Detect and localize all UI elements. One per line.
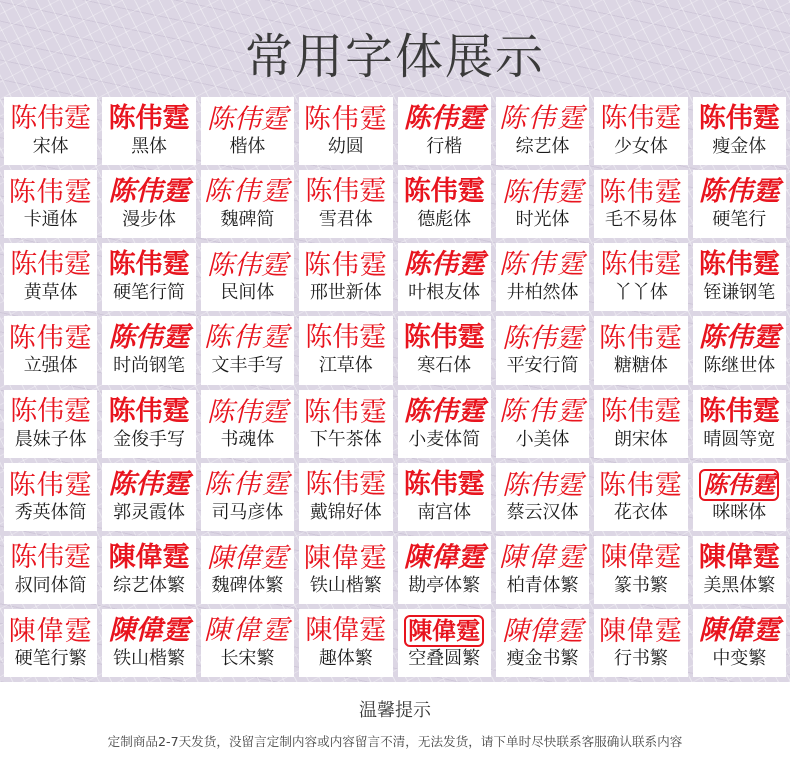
font-name-label: 小麦体简 xyxy=(408,428,481,450)
font-sample-cell xyxy=(299,97,392,165)
font-sample-text: 陈伟霆 xyxy=(600,249,682,281)
font-sample-text: 陈伟霆 xyxy=(203,322,291,354)
font-sample-cell xyxy=(4,97,97,165)
font-sample-cell xyxy=(594,609,687,677)
font-name-label: 魏碑体繁 xyxy=(211,574,284,596)
font-sample-text: 陳偉霆 xyxy=(203,614,291,646)
font-sample-cell xyxy=(102,390,195,458)
font-name-label: 朗宋体 xyxy=(613,428,668,450)
font-sample-text: 陈伟霆 xyxy=(10,395,92,427)
font-sample-text: 陈伟霆 xyxy=(108,103,190,135)
font-sample-cell xyxy=(102,97,195,165)
font-sample-text: 陈伟霆 xyxy=(206,250,288,281)
font-name-label: 硬笔行简 xyxy=(113,282,186,304)
font-name-label: 晴圆等宽 xyxy=(703,428,776,450)
font-sample-cell xyxy=(693,463,786,531)
font-name-label: 德彪体 xyxy=(417,209,472,231)
font-name-label: 楷体 xyxy=(229,136,266,158)
notice-text: 定制商品2-7天发货，没留言定制内容或内容留言不清，无法发货，请下单时尽快联系客服确认联系内容 xyxy=(107,734,683,749)
font-sample-cell xyxy=(398,536,491,604)
font-sample-cell xyxy=(693,536,786,604)
font-sample-text: 陈伟霆 xyxy=(403,322,485,354)
font-name-label: 平安行简 xyxy=(506,355,579,377)
font-name-label: 魏碑简 xyxy=(220,209,275,231)
font-sample-text: 陈伟霆 xyxy=(403,468,485,500)
font-name-label: 黑体 xyxy=(131,136,168,158)
font-sample-cell xyxy=(201,170,294,238)
font-sample-cell xyxy=(299,243,392,311)
notice-title: 温馨提示 xyxy=(359,700,431,721)
font-name-label: 铁山楷繁 xyxy=(309,574,382,596)
font-sample-text: 陈伟霆 xyxy=(206,104,288,135)
font-sample-text: 陈伟霆 xyxy=(10,103,92,135)
font-sample-text: 陈伟霆 xyxy=(305,176,387,208)
font-sample-cell xyxy=(496,536,589,604)
font-sample-cell xyxy=(201,536,294,604)
font-sample-cell xyxy=(398,609,491,677)
font-name-label: 井柏然体 xyxy=(506,282,579,304)
font-name-label: 小美体 xyxy=(515,428,570,450)
font-name-label: 勘亭体繁 xyxy=(408,574,481,596)
font-sample-text: 陳偉霆 xyxy=(502,615,584,646)
font-sample-text: 陳偉霆 xyxy=(8,615,93,646)
font-sample-text: 陈伟霆 xyxy=(598,469,683,500)
font-sample-cell xyxy=(4,390,97,458)
font-sample-text: 陈伟霆 xyxy=(8,469,93,500)
font-sample-cell xyxy=(594,316,687,384)
font-sample-cell xyxy=(594,536,687,604)
font-sample-text: 陳偉霆 xyxy=(108,614,190,646)
font-name-label: 瘦金体 xyxy=(712,136,767,158)
font-sample-text: 陳偉霆 xyxy=(698,541,780,573)
font-name-label: 篆书繁 xyxy=(613,574,668,596)
font-name-label: 硬笔行 xyxy=(712,209,767,231)
font-name-label: 中变繁 xyxy=(712,647,767,669)
font-sample-text: 陈伟霆 xyxy=(499,395,587,427)
font-name-label: 铁山楷繁 xyxy=(113,647,186,669)
font-sample-text: 陳偉霆 xyxy=(303,542,388,573)
font-sample-cell xyxy=(201,97,294,165)
font-name-label: 行书繁 xyxy=(613,647,668,669)
font-name-label: 邢世新体 xyxy=(309,282,382,304)
font-name-label: 幼圆 xyxy=(327,136,364,158)
font-name-label: 硬笔行繁 xyxy=(14,647,87,669)
font-sample-cell xyxy=(693,609,786,677)
font-name-label: 黄草体 xyxy=(23,282,78,304)
font-sample-text: 陈伟霆 xyxy=(8,323,93,354)
font-name-label: 南宫体 xyxy=(417,501,472,523)
font-sample-cell xyxy=(594,170,687,238)
font-name-label: 花衣体 xyxy=(613,501,668,523)
font-sample-cell xyxy=(4,316,97,384)
font-sample-text: 陈伟霆 xyxy=(303,250,388,281)
font-sample-cell xyxy=(398,390,491,458)
font-sample-cell xyxy=(398,243,491,311)
font-sample-cell xyxy=(201,390,294,458)
font-name-label: 美黑体繁 xyxy=(703,574,776,596)
font-sample-text: 陈伟霆 xyxy=(403,395,485,427)
font-sample-cell xyxy=(299,316,392,384)
font-sample-text: 陳偉霆 xyxy=(598,615,683,646)
font-sample-cell xyxy=(299,170,392,238)
font-sample-cell xyxy=(4,536,97,604)
font-sample-cell xyxy=(4,170,97,238)
font-sample-cell xyxy=(398,316,491,384)
font-name-label: 综艺体 xyxy=(515,136,570,158)
font-sample-text: 陈伟霆 xyxy=(303,396,388,427)
font-sample-cell xyxy=(299,463,392,531)
font-sample-text: 陈伟霆 xyxy=(108,395,190,427)
font-sample-text: 陈伟霆 xyxy=(598,323,683,354)
font-name-label: 秀英体简 xyxy=(14,501,87,523)
font-sample-text: 陈伟霆 xyxy=(698,322,780,354)
font-name-label: 郭灵霞体 xyxy=(113,501,186,523)
font-sample-cell xyxy=(496,609,589,677)
font-sample-text: 陈伟霆 xyxy=(598,177,683,208)
font-sample-cell xyxy=(102,316,195,384)
font-name-label: 戴锦好体 xyxy=(309,501,382,523)
font-sample-cell xyxy=(102,609,195,677)
font-sample-text: 陈伟霆 xyxy=(403,176,485,208)
font-sample-cell xyxy=(102,463,195,531)
font-sample-cell xyxy=(299,609,392,677)
font-sample-cell xyxy=(496,463,589,531)
font-sample-text: 陈伟霆 xyxy=(499,103,587,135)
font-name-label: 长宋繁 xyxy=(220,647,275,669)
font-sample-cell xyxy=(594,243,687,311)
font-name-label: 少女体 xyxy=(613,136,668,158)
font-sample-text: 陈伟霆 xyxy=(203,468,291,500)
font-sample-cell xyxy=(102,536,195,604)
font-sample-cell xyxy=(102,170,195,238)
font-sample-text: 陈伟霆 xyxy=(698,176,780,208)
font-sample-cell xyxy=(594,97,687,165)
font-sample-cell xyxy=(496,97,589,165)
font-name-label: 时尚钢笔 xyxy=(113,355,186,377)
font-name-label: 铚谦钢笔 xyxy=(703,282,776,304)
font-sample-cell xyxy=(299,390,392,458)
font-sample-text: 陳偉霆 xyxy=(600,541,682,573)
font-sample-cell xyxy=(398,170,491,238)
font-sample-text: 陈伟霆 xyxy=(108,176,190,208)
font-name-label: 寒石体 xyxy=(417,355,472,377)
font-sample-cell xyxy=(496,170,589,238)
font-sample-text: 陳偉霆 xyxy=(206,542,288,573)
font-sample-text: 陈伟霆 xyxy=(303,104,388,135)
font-sample-text: 陈伟霆 xyxy=(403,249,485,281)
font-name-label: 趣体繁 xyxy=(318,647,373,669)
font-name-label: 陈继世体 xyxy=(703,355,776,377)
font-name-label: 卡通体 xyxy=(23,209,78,231)
page-title: 常用字体展示 xyxy=(244,29,545,85)
font-sample-text: 陳偉霆 xyxy=(403,541,485,573)
font-sample-text: 陈伟霆 xyxy=(698,249,780,281)
font-sample-cell xyxy=(594,463,687,531)
font-sample-text: 陈伟霆 xyxy=(305,322,387,354)
font-sample-cell xyxy=(4,609,97,677)
font-name-label: 咪咪体 xyxy=(712,501,767,523)
font-name-label: 书魂体 xyxy=(220,428,275,450)
font-sample-grid xyxy=(4,97,786,677)
font-name-label: 毛不易体 xyxy=(604,209,677,231)
font-name-label: 叶根友体 xyxy=(408,282,481,304)
font-name-label: 行楷 xyxy=(426,136,463,158)
font-sample-cell xyxy=(201,463,294,531)
font-sample-text: 陳偉霆 xyxy=(305,614,387,646)
font-name-label: 叔同体简 xyxy=(14,574,87,596)
font-name-label: 民间体 xyxy=(220,282,275,304)
font-sample-text: 陈伟霆 xyxy=(499,249,587,281)
font-sample-text: 陈伟霆 xyxy=(108,322,190,354)
font-name-label: 糖糖体 xyxy=(613,355,668,377)
font-sample-text: 陈伟霆 xyxy=(502,177,584,208)
font-sample-text: 陈伟霆 xyxy=(8,177,93,208)
font-name-label: 司马彦体 xyxy=(211,501,284,523)
font-name-label: 下午茶体 xyxy=(309,428,382,450)
font-name-label: 柏青体繁 xyxy=(506,574,579,596)
font-sample-cell xyxy=(693,316,786,384)
font-sample-cell xyxy=(693,243,786,311)
font-sample-text: 陈伟霆 xyxy=(203,176,291,208)
font-sample-cell xyxy=(693,97,786,165)
font-sample-text: 陳偉霆 xyxy=(698,614,780,646)
font-sample-cell xyxy=(693,170,786,238)
font-sample-text: 陈伟霆 xyxy=(600,395,682,427)
font-sample-cell xyxy=(398,463,491,531)
font-sample-cell xyxy=(4,463,97,531)
font-sample-text: 陈伟霆 xyxy=(305,468,387,500)
font-name-label: 立强体 xyxy=(23,355,78,377)
font-name-label: 空叠圆繁 xyxy=(408,647,481,669)
font-sample-text: 陈伟霆 xyxy=(699,469,779,501)
font-name-label: 江草体 xyxy=(318,355,373,377)
font-name-label: 综艺体繁 xyxy=(113,574,186,596)
font-sample-text: 陳偉霆 xyxy=(404,615,484,647)
font-sample-cell xyxy=(693,390,786,458)
font-name-label: 雪君体 xyxy=(318,209,373,231)
font-sample-text: 陈伟霆 xyxy=(698,395,780,427)
font-sample-text: 陳偉霆 xyxy=(108,541,190,573)
font-sample-cell xyxy=(299,536,392,604)
font-name-label: 时光体 xyxy=(515,209,570,231)
font-name-label: 漫步体 xyxy=(122,209,177,231)
font-name-label: 金俊手写 xyxy=(113,428,186,450)
font-sample-text: 陈伟霆 xyxy=(108,249,190,281)
font-name-label: 瘦金书繁 xyxy=(506,647,579,669)
font-sample-cell xyxy=(201,243,294,311)
font-sample-cell xyxy=(102,243,195,311)
font-sample-cell xyxy=(594,390,687,458)
font-sample-cell xyxy=(496,243,589,311)
font-sample-text: 陳偉霆 xyxy=(499,541,587,573)
font-sample-text: 陈伟霆 xyxy=(600,103,682,135)
font-sample-cell xyxy=(4,243,97,311)
font-sample-text: 陈伟霆 xyxy=(108,468,190,500)
font-sample-cell xyxy=(398,97,491,165)
font-sample-text: 陈伟霆 xyxy=(502,469,584,500)
font-name-label: 宋体 xyxy=(32,136,69,158)
font-sample-text: 陈伟霆 xyxy=(10,541,92,573)
font-name-label: 晨妹子体 xyxy=(14,428,87,450)
font-sample-cell xyxy=(201,609,294,677)
font-sample-text: 陈伟霆 xyxy=(10,249,92,281)
font-sample-cell xyxy=(496,390,589,458)
font-sample-cell xyxy=(496,316,589,384)
font-sample-cell xyxy=(201,316,294,384)
font-sample-text: 陈伟霆 xyxy=(206,396,288,427)
font-name-label: 丫丫体 xyxy=(613,282,668,304)
font-sample-text: 陈伟霆 xyxy=(403,103,485,135)
font-name-label: 文丰手写 xyxy=(211,355,284,377)
font-sample-text: 陈伟霆 xyxy=(698,103,780,135)
font-sample-text: 陈伟霆 xyxy=(502,323,584,354)
font-name-label: 蔡云汉体 xyxy=(506,501,579,523)
